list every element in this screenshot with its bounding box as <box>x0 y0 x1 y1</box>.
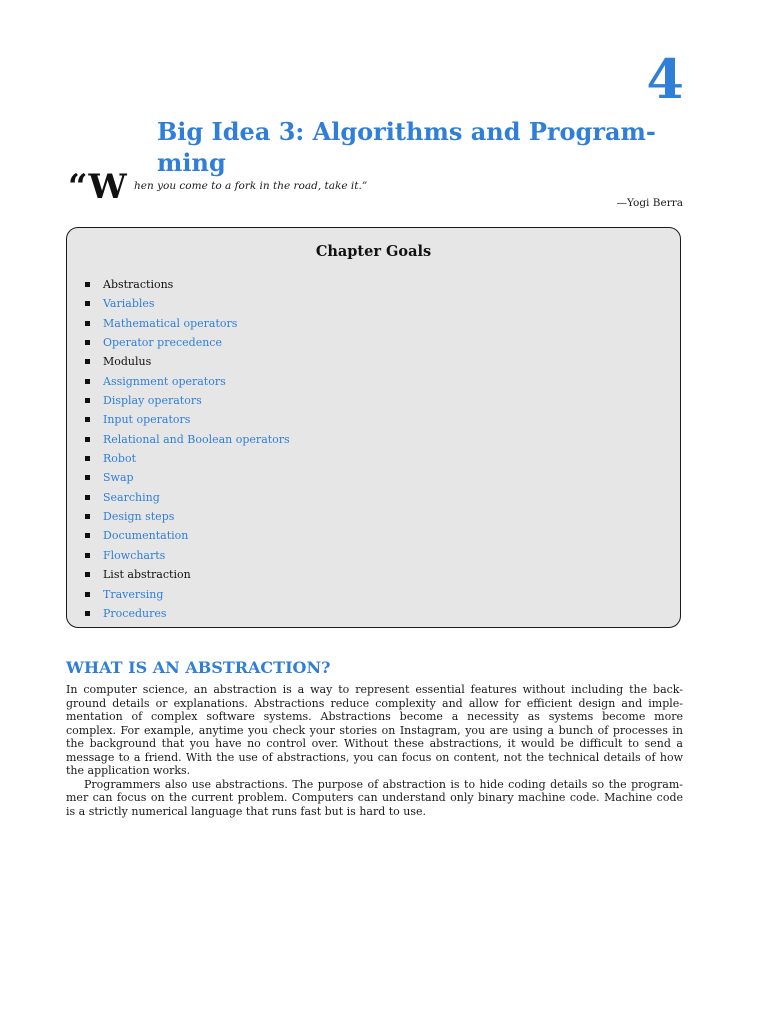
goal-item <box>83 565 290 584</box>
goal-item[interactable] <box>83 468 290 487</box>
goal-item[interactable] <box>83 488 290 507</box>
goal-link[interactable]: Design steps <box>103 510 175 524</box>
paragraph-1 <box>66 683 683 778</box>
square-bullet-icon <box>85 321 90 326</box>
goal-link[interactable]: Procedures <box>103 606 167 620</box>
goal-item[interactable] <box>83 391 290 410</box>
square-bullet-icon <box>85 495 90 500</box>
goal-link[interactable]: Input operators <box>103 413 191 427</box>
section-body <box>66 683 683 818</box>
goal-link[interactable]: Robot <box>103 452 136 466</box>
square-bullet-icon <box>85 475 90 480</box>
text-line: Programmers also use abstractions. The purpose of abstraction is to hide coding details so the program- <box>84 777 683 791</box>
square-bullet-icon <box>85 340 90 345</box>
square-bullet-icon <box>85 282 90 287</box>
goal-item <box>83 352 290 371</box>
chapter-title-line-2: ming <box>157 148 226 177</box>
goal-item[interactable] <box>83 604 290 623</box>
goal-link[interactable]: Display operators <box>103 394 202 408</box>
square-bullet-icon <box>85 437 90 442</box>
goal-item[interactable] <box>83 507 290 526</box>
goal-link[interactable]: Mathematical operators <box>103 316 238 330</box>
goal-link[interactable]: Searching <box>103 490 160 504</box>
square-bullet-icon <box>85 611 90 616</box>
goal-link[interactable]: Variables <box>103 297 155 311</box>
goal-link[interactable]: Swap <box>103 471 134 485</box>
chapter-goals-list <box>83 275 290 623</box>
goal-link[interactable]: Traversing <box>103 587 164 601</box>
square-bullet-icon <box>85 379 90 384</box>
epigraph-drop-cap: “W <box>68 167 127 207</box>
text-line: ground details or explanations. Abstractions reduce complexity and allow for efficient design and imple- <box>66 696 683 710</box>
square-bullet-icon <box>85 514 90 519</box>
section-heading: WHAT IS AN ABSTRACTION? <box>66 658 331 677</box>
square-bullet-icon <box>85 592 90 597</box>
goal-link[interactable]: Flowcharts <box>103 548 166 562</box>
goal-item[interactable] <box>83 585 290 604</box>
goal-link[interactable]: Operator precedence <box>103 336 222 350</box>
text-line: message to a friend. With the use of abstractions, you can focus on content, not the technical details of how <box>66 750 683 764</box>
goal-item <box>83 275 290 294</box>
chapter-goals-heading: Chapter Goals <box>315 243 432 260</box>
goal-item[interactable] <box>83 546 290 565</box>
text-line: mer can focus on the current problem. Computers can understand only binary machine code. Machine code <box>66 791 683 804</box>
goal-item[interactable] <box>83 294 290 313</box>
text-line: the background that you have no control over. Without these abstractions, it would be difficult to send a <box>66 737 683 750</box>
goal-item[interactable] <box>83 333 290 352</box>
text-line: mentation of complex software systems. Abstractions become a necessity as systems become more <box>66 710 683 723</box>
square-bullet-icon <box>85 533 90 538</box>
goal-link[interactable]: Relational and Boolean operators <box>103 432 290 446</box>
chapter-number: 4 <box>646 47 684 111</box>
square-bullet-icon <box>85 572 90 577</box>
chapter-title <box>157 116 657 178</box>
square-bullet-icon <box>85 398 90 403</box>
goal-label: Modulus <box>103 355 152 369</box>
square-bullet-icon <box>85 301 90 306</box>
goal-link[interactable]: Documentation <box>103 529 189 543</box>
epigraph <box>68 167 683 212</box>
epigraph-quote: hen you come to a fork in the road, take it.” <box>134 180 368 192</box>
goal-item[interactable] <box>83 526 290 545</box>
square-bullet-icon <box>85 456 90 461</box>
goal-link[interactable]: Assignment operators <box>103 374 226 388</box>
text-line: complex. For example, anytime you check your stories on Instagram, you are using a bunch of processes in <box>66 723 683 737</box>
epigraph-attribution: —Yogi Berra <box>616 197 683 209</box>
square-bullet-icon <box>85 417 90 422</box>
goal-label: Abstractions <box>103 278 174 291</box>
goal-item[interactable] <box>83 449 290 468</box>
goal-item[interactable] <box>83 410 290 429</box>
text-line: In computer science, an abstraction is a way to represent essential features without including the back- <box>66 683 683 696</box>
square-bullet-icon <box>85 359 90 364</box>
chapter-title-line-1: Big Idea 3: Algorithms and Program- <box>157 117 656 146</box>
text-line: is a strictly numerical language that runs fast but is hard to use. <box>66 804 427 818</box>
goal-item[interactable] <box>83 372 290 391</box>
paragraph-2 <box>66 778 683 819</box>
chapter-goals-box <box>66 227 681 628</box>
goal-item[interactable] <box>83 314 290 333</box>
text-line: the application works. <box>66 764 191 777</box>
square-bullet-icon <box>85 553 90 558</box>
goal-item[interactable] <box>83 430 290 449</box>
goal-label: List abstraction <box>103 568 191 582</box>
